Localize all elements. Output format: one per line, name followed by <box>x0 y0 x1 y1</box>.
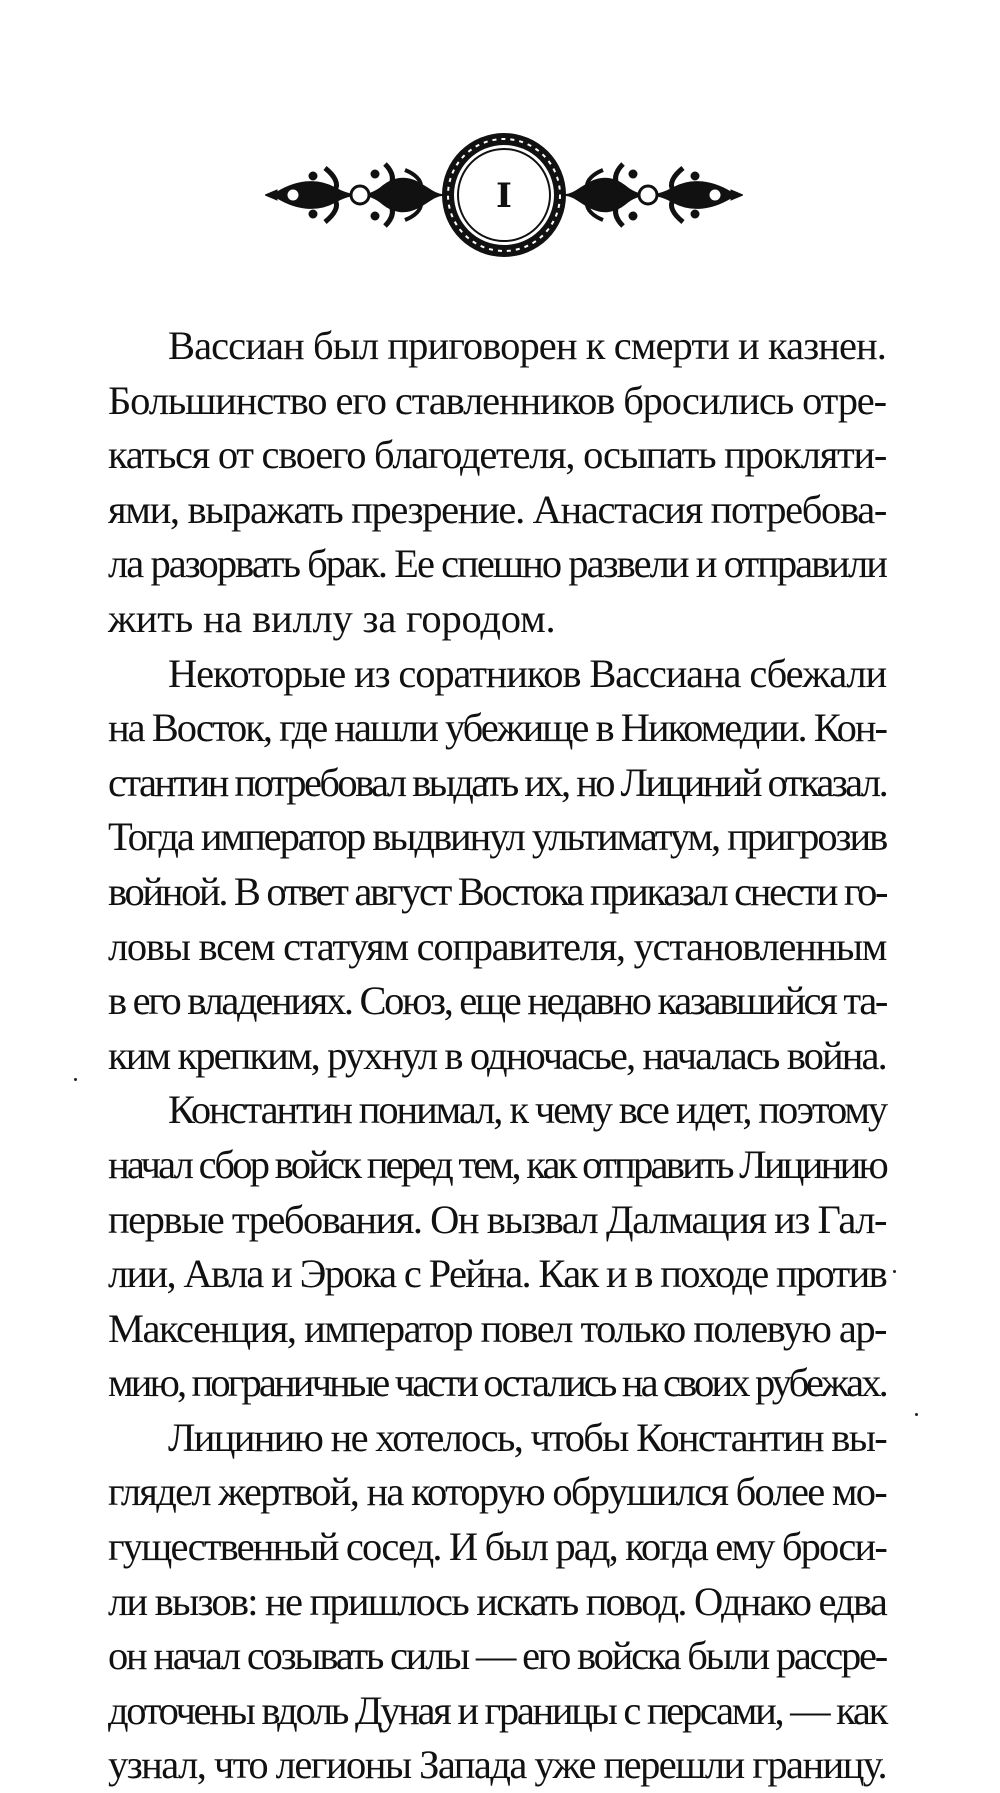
text-line: Тогда император выдвинул ультиматум, пригрозив <box>108 814 887 860</box>
text-line: каться от своего благодетеля, осыпать прокляти- <box>108 432 887 478</box>
text-line: ловы всем статуям соправителя, установленным <box>108 923 887 969</box>
text-line: Константин понимал, к чему все идет, поэтому <box>168 1087 887 1133</box>
text-line: в его владениях. Союз, еще недавно казавшийся та- <box>108 978 886 1024</box>
chapter-ornament <box>265 128 743 262</box>
paragraph <box>108 319 886 647</box>
text-line: ким крепким, рухнул в одночасье, началась война. <box>108 1032 886 1078</box>
right-flourish-icon <box>565 164 743 226</box>
paragraph <box>108 1411 886 1793</box>
text-line: мию, пограничные части остались на своих рубежах. <box>108 1360 886 1406</box>
text-line: ла разорвать брак. Ее спешно развели и отправили <box>108 541 886 587</box>
text-line: доточены вдоль Дуная и границы с персами, — как <box>108 1687 886 1733</box>
text-line: первые требования. Он вызвал Далмация из Гал- <box>108 1196 886 1242</box>
text-line: лии, Авла и Эрока с Рейна. Как и в походе против <box>108 1251 887 1297</box>
text-line: узнал, что легионы Запада уже перешли границу. <box>108 1742 887 1788</box>
print-speck <box>915 1413 918 1416</box>
text-line: жить на виллу за городом. <box>108 595 556 641</box>
text-line: ли вызов: не пришлось искать повод. Однако едва <box>108 1578 887 1624</box>
text-line: Вассиан был приговорен к смерти и казнен. <box>168 323 886 368</box>
text-line: Максенция, император повел только полевую ар- <box>108 1305 886 1351</box>
text-line: Большинство его ставленников бросились отре- <box>108 377 886 423</box>
paragraph <box>108 1083 886 1411</box>
text-line: Лицинию не хотелось, чтобы Константин вы- <box>168 1414 887 1460</box>
text-line: гущественный сосед. И был рад, когда ему броси- <box>108 1524 886 1570</box>
text-line: Некоторые из соратников Вассиана сбежали <box>168 650 886 696</box>
text-line: стантин потребовал выдать их, но Лициний отказал. <box>108 759 887 805</box>
print-speck <box>893 1270 896 1273</box>
wreath-icon <box>442 133 566 257</box>
chapter-body <box>108 319 886 1793</box>
left-flourish-icon <box>265 164 443 226</box>
text-line: глядел жертвой, на которую обрушился более мо- <box>108 1469 887 1515</box>
paragraph <box>108 647 886 1084</box>
print-speck <box>74 1078 77 1081</box>
text-line: ями, выражать презрение. Анастасия потребова- <box>108 486 886 532</box>
text-line: начал сбор войск перед тем, как отправить Лицинию <box>108 1141 887 1187</box>
text-line: войной. В ответ август Востока приказал снести го- <box>108 868 887 914</box>
chapter-number: I <box>496 176 512 216</box>
text-line: он начал созывать силы — его войска были рассре- <box>108 1633 886 1679</box>
text-line: на Восток, где нашли убежище в Никомедии. Кон- <box>108 705 886 751</box>
